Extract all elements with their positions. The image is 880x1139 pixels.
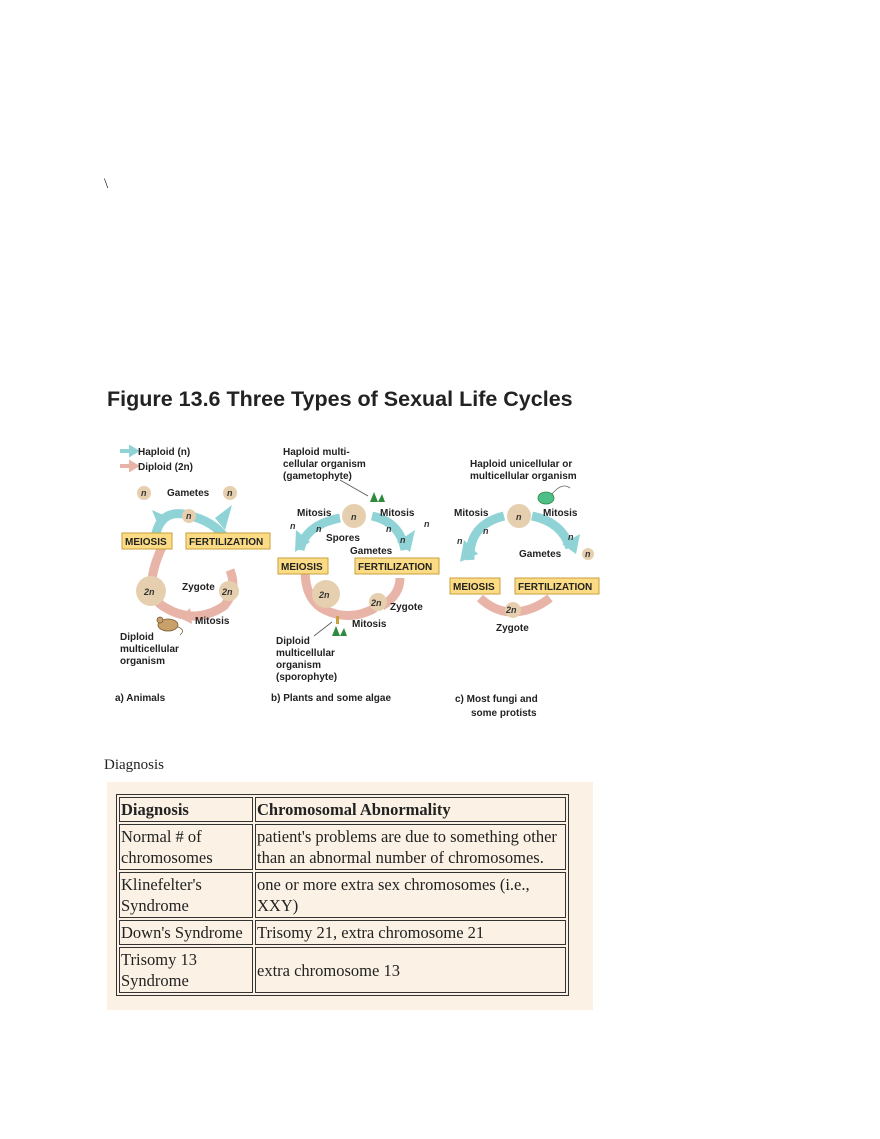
caption-a: a) Animals xyxy=(115,693,166,704)
legend-haploid: Haploid (n) xyxy=(138,447,191,458)
diagnosis-table-panel xyxy=(107,782,593,1010)
mitosis-label-c-left: Mitosis xyxy=(454,508,489,519)
organism-label-a-3: organism xyxy=(120,656,166,667)
mitosis-label-b-right: Mitosis xyxy=(380,508,415,519)
organism-label-b-1: Diploid xyxy=(276,636,310,647)
cell-abnormality: extra chromosome 13 xyxy=(255,947,566,993)
svg-text:n: n xyxy=(351,512,357,522)
svg-text:n: n xyxy=(290,521,296,531)
mitosis-label-b-left: Mitosis xyxy=(297,508,332,519)
svg-text:FERTILIZATION: FERTILIZATION xyxy=(518,582,593,593)
zygote-label-a: Zygote xyxy=(182,582,215,593)
figure-title: Figure 13.6 Three Types of Sexual Life Cycles xyxy=(107,387,573,411)
stray-backslash: \ xyxy=(104,176,109,192)
cell-abnormality: patient's problems are due to something other than an abnormal number of chromosomes. xyxy=(255,824,566,870)
svg-text:n: n xyxy=(400,535,406,545)
svg-text:n: n xyxy=(386,524,392,534)
svg-text:n: n xyxy=(568,532,574,542)
svg-text:n: n xyxy=(585,549,591,559)
cell-diagnosis: Down's Syndrome xyxy=(119,920,253,945)
panel-animals xyxy=(115,486,270,704)
gametes-label-b: Gametes xyxy=(350,546,393,557)
table-row xyxy=(119,947,566,993)
organism-label-b-2: multicellular xyxy=(276,648,335,659)
svg-text:2n: 2n xyxy=(319,590,330,600)
cell-abnormality: one or more extra sex chromosomes (i.e., XXY) xyxy=(255,872,566,918)
svg-text:2n: 2n xyxy=(222,587,233,597)
panel-plants xyxy=(271,447,439,704)
cell-diagnosis: Trisomy 13 Syndrome xyxy=(119,947,253,993)
diagnosis-table xyxy=(116,794,569,996)
svg-text:n: n xyxy=(516,512,522,522)
header-abnormality: Chromosomal Abnormality xyxy=(255,797,566,822)
panel-fungi xyxy=(450,459,599,719)
spores-label-b: Spores xyxy=(326,533,360,544)
diploid-legend-arrow xyxy=(120,463,136,469)
diagnosis-heading: Diagnosis xyxy=(104,757,164,773)
svg-text:n: n xyxy=(457,536,463,546)
caption-c-1: c) Most fungi and xyxy=(455,694,538,705)
unicellular-organism-icon xyxy=(538,486,570,504)
caption-b: b) Plants and some algae xyxy=(271,693,392,704)
legend xyxy=(120,447,193,473)
top-label-b-1: Haploid multi- xyxy=(283,447,350,458)
zygote-label-c: Zygote xyxy=(496,623,529,634)
svg-text:n: n xyxy=(141,488,147,498)
cell-diagnosis: Klinefelter's Syndrome xyxy=(119,872,253,918)
mitosis-label-a: Mitosis xyxy=(195,616,230,627)
svg-text:MEIOSIS: MEIOSIS xyxy=(453,582,495,593)
gametes-label-a: Gametes xyxy=(167,488,210,499)
svg-text:n: n xyxy=(316,524,322,534)
svg-text:n: n xyxy=(227,488,233,498)
svg-text:FERTILIZATION: FERTILIZATION xyxy=(189,537,264,548)
organism-label-b-3: organism xyxy=(276,660,322,671)
svg-text:2n: 2n xyxy=(371,598,382,608)
table-header-row xyxy=(119,797,566,822)
top-label-c-2: multicellular organism xyxy=(470,471,577,482)
legend-diploid: Diploid (2n) xyxy=(138,462,193,473)
svg-text:n: n xyxy=(483,526,489,536)
zygote-label-b: Zygote xyxy=(390,602,423,613)
table-row xyxy=(119,872,566,918)
top-label-c-1: Haploid unicellular or xyxy=(470,459,573,470)
mouse-icon xyxy=(157,617,183,635)
top-label-b-3: (gametophyte) xyxy=(283,471,352,482)
caption-c-2: some protists xyxy=(471,708,537,719)
table-row xyxy=(119,920,566,945)
header-diagnosis: Diagnosis xyxy=(119,797,253,822)
gametophyte-plant-icon xyxy=(370,492,385,502)
top-label-b-2: cellular organism xyxy=(283,459,366,470)
svg-text:MEIOSIS: MEIOSIS xyxy=(125,537,167,548)
organism-label-a-1: Diploid xyxy=(120,632,154,643)
svg-text:2n: 2n xyxy=(144,587,155,597)
life-cycles-diagram xyxy=(100,430,620,730)
table-row xyxy=(119,824,566,870)
svg-text:n: n xyxy=(186,511,192,521)
svg-text:MEIOSIS: MEIOSIS xyxy=(281,562,323,573)
cell-diagnosis: Normal # of chromosomes xyxy=(119,824,253,870)
organism-label-b-4: (sporophyte) xyxy=(276,672,338,683)
svg-text:2n: 2n xyxy=(506,605,517,615)
haploid-legend-arrow xyxy=(120,448,136,454)
gametes-label-c: Gametes xyxy=(519,549,562,560)
mitosis-label-b-bottom: Mitosis xyxy=(352,619,387,630)
svg-text:n: n xyxy=(424,519,430,529)
mitosis-label-c-right: Mitosis xyxy=(543,508,578,519)
organism-label-a-2: multicellular xyxy=(120,644,179,655)
svg-text:FERTILIZATION: FERTILIZATION xyxy=(358,562,433,573)
cell-abnormality: Trisomy 21, extra chromosome 21 xyxy=(255,920,566,945)
